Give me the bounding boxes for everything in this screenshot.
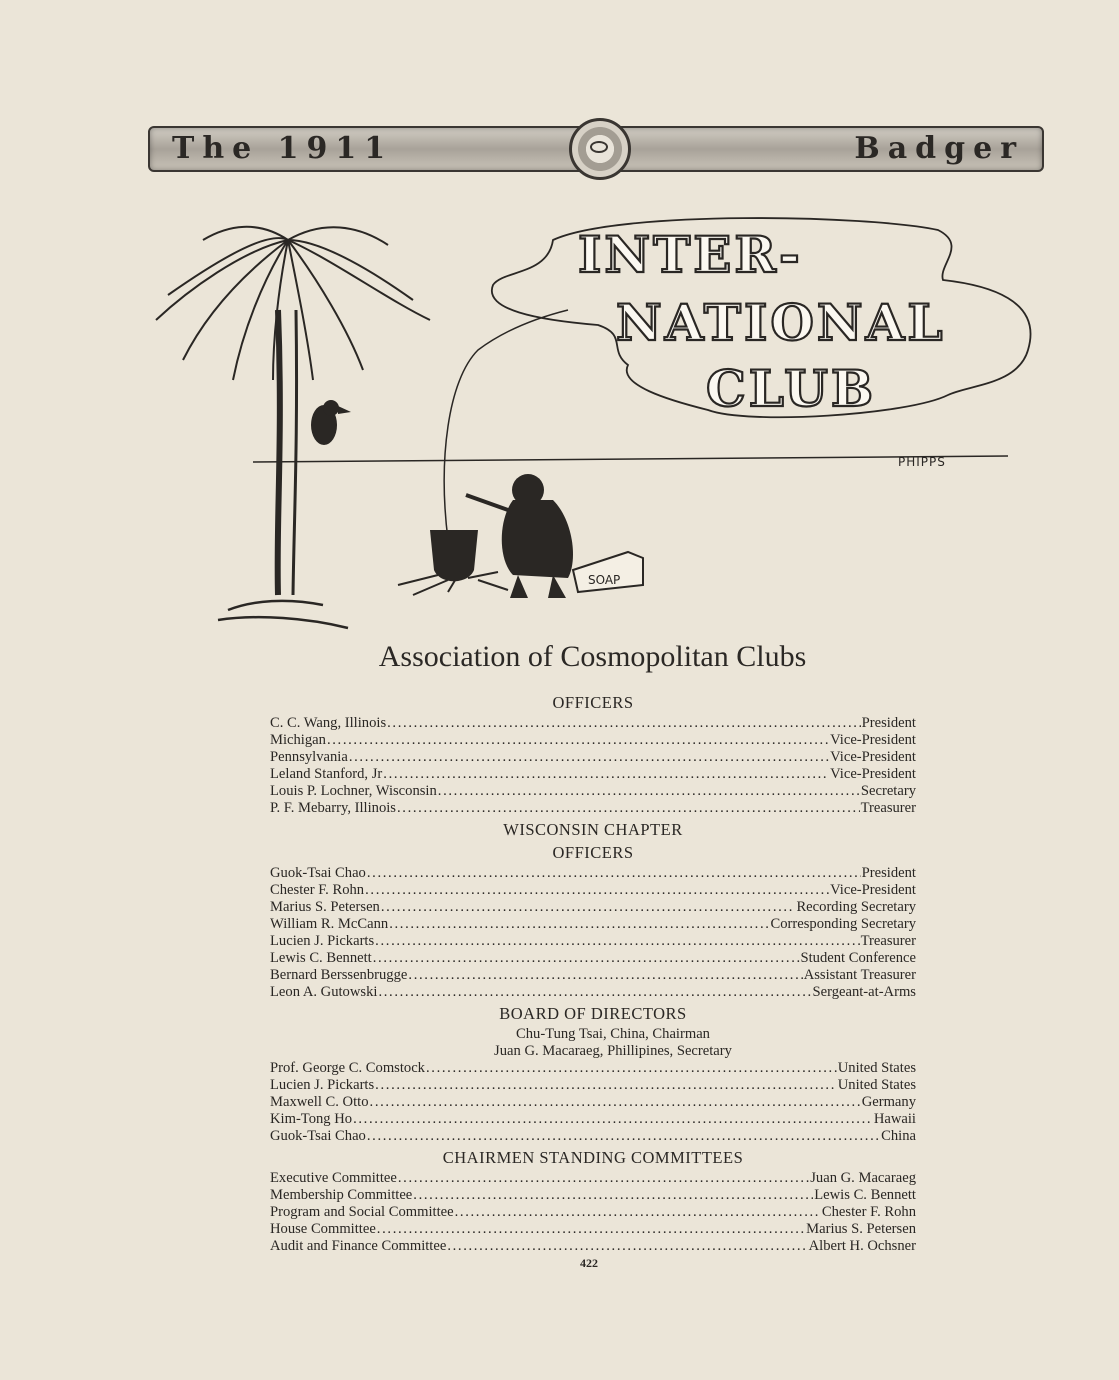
list-item: Audit and Finance Committee . . . Albert H. Ochsner xyxy=(270,1238,916,1255)
university-seal-icon xyxy=(569,118,631,180)
board-secretary: Juan G. Macaraeg, Phillipines, Secretary xyxy=(494,1043,732,1059)
list-item: Membership Committee . . . Lewis C. Bennett xyxy=(270,1187,916,1204)
banner-title-left: The 1911 xyxy=(172,131,394,166)
header-banner xyxy=(148,126,1044,172)
board-chairman: Chu-Tung Tsai, China, Chairman xyxy=(516,1026,710,1042)
palm-tree-icon xyxy=(156,227,430,628)
committees-list xyxy=(270,1170,916,1255)
crouching-figure-icon xyxy=(466,474,573,598)
soap-box-icon xyxy=(573,552,643,592)
list-item: Guok-Tsai Chao . . . China xyxy=(270,1128,916,1145)
list-item: Chester F. Rohn . . . Vice-President xyxy=(270,882,916,899)
list-item: C. C. Wang, Illinois . . . President xyxy=(270,715,916,732)
bird-icon xyxy=(311,400,351,445)
list-item: Leon A. Gutowski . . . Sergeant-at-Arms xyxy=(270,984,916,1001)
list-item: Louis P. Lochner, Wisconsin . . . Secretary xyxy=(270,783,916,800)
artist-signature: PHIPPS xyxy=(898,455,946,469)
list-item: William R. McCann . . . Corresponding Secretary xyxy=(270,916,916,933)
page-title: Association of Cosmopolitan Clubs xyxy=(378,640,807,673)
committees-heading: CHAIRMEN STANDING COMMITTEES xyxy=(442,1148,744,1167)
association-officers-list xyxy=(270,715,916,817)
cartoon-illustration xyxy=(148,200,1048,640)
banner-title-right: Badger xyxy=(854,131,1024,166)
cloud-text-line-3: CLUB xyxy=(706,359,877,418)
list-item: House Committee . . . Marius S. Petersen xyxy=(270,1221,916,1238)
list-item: Leland Stanford, Jr . . . Vice-President xyxy=(270,766,916,783)
list-item: Lucien J. Pickarts . . . United States xyxy=(270,1077,916,1094)
page-number: 422 xyxy=(580,1256,598,1270)
list-item: Maxwell C. Otto . . . Germany xyxy=(270,1094,916,1111)
wisconsin-chapter-heading: WISCONSIN CHAPTER xyxy=(503,820,683,839)
horizon-line xyxy=(253,456,1008,462)
board-heading: BOARD OF DIRECTORS xyxy=(499,1004,687,1023)
soap-label: SOAP xyxy=(588,573,621,587)
list-item: Kim-Tong Ho . . . Hawaii xyxy=(270,1111,916,1128)
list-item: Lewis C. Bennett . . . Student Conference xyxy=(270,950,916,967)
list-item: Michigan . . . Vice-President xyxy=(270,732,916,749)
list-item: Guok-Tsai Chao . . . President xyxy=(270,865,916,882)
board-list xyxy=(270,1060,916,1145)
association-officers-heading: OFFICERS xyxy=(552,693,634,712)
wisconsin-officers-heading: OFFICERS xyxy=(552,843,634,862)
cloud-text-line-1: INTER- xyxy=(578,225,803,284)
list-item: Pennsylvania . . . Vice-President xyxy=(270,749,916,766)
cloud-text-line-2: NATIONAL xyxy=(616,293,946,352)
list-item: Prof. George C. Comstock . . . United States xyxy=(270,1060,916,1077)
list-item: P. F. Mebarry, Illinois . . . Treasurer xyxy=(270,800,916,817)
roster xyxy=(270,690,916,1255)
list-item: Program and Social Committee . . . Chester F. Rohn xyxy=(270,1204,916,1221)
wisconsin-officers-list xyxy=(270,865,916,1001)
cooking-pot-icon xyxy=(398,530,508,595)
list-item: Lucien J. Pickarts . . . Treasurer xyxy=(270,933,916,950)
list-item: Executive Committee . . . Juan G. Macaraeg xyxy=(270,1170,916,1187)
list-item: Bernard Berssenbrugge . . . Assistant Treasurer xyxy=(270,967,916,984)
list-item: Marius S. Petersen . . . Recording Secretary xyxy=(270,899,916,916)
